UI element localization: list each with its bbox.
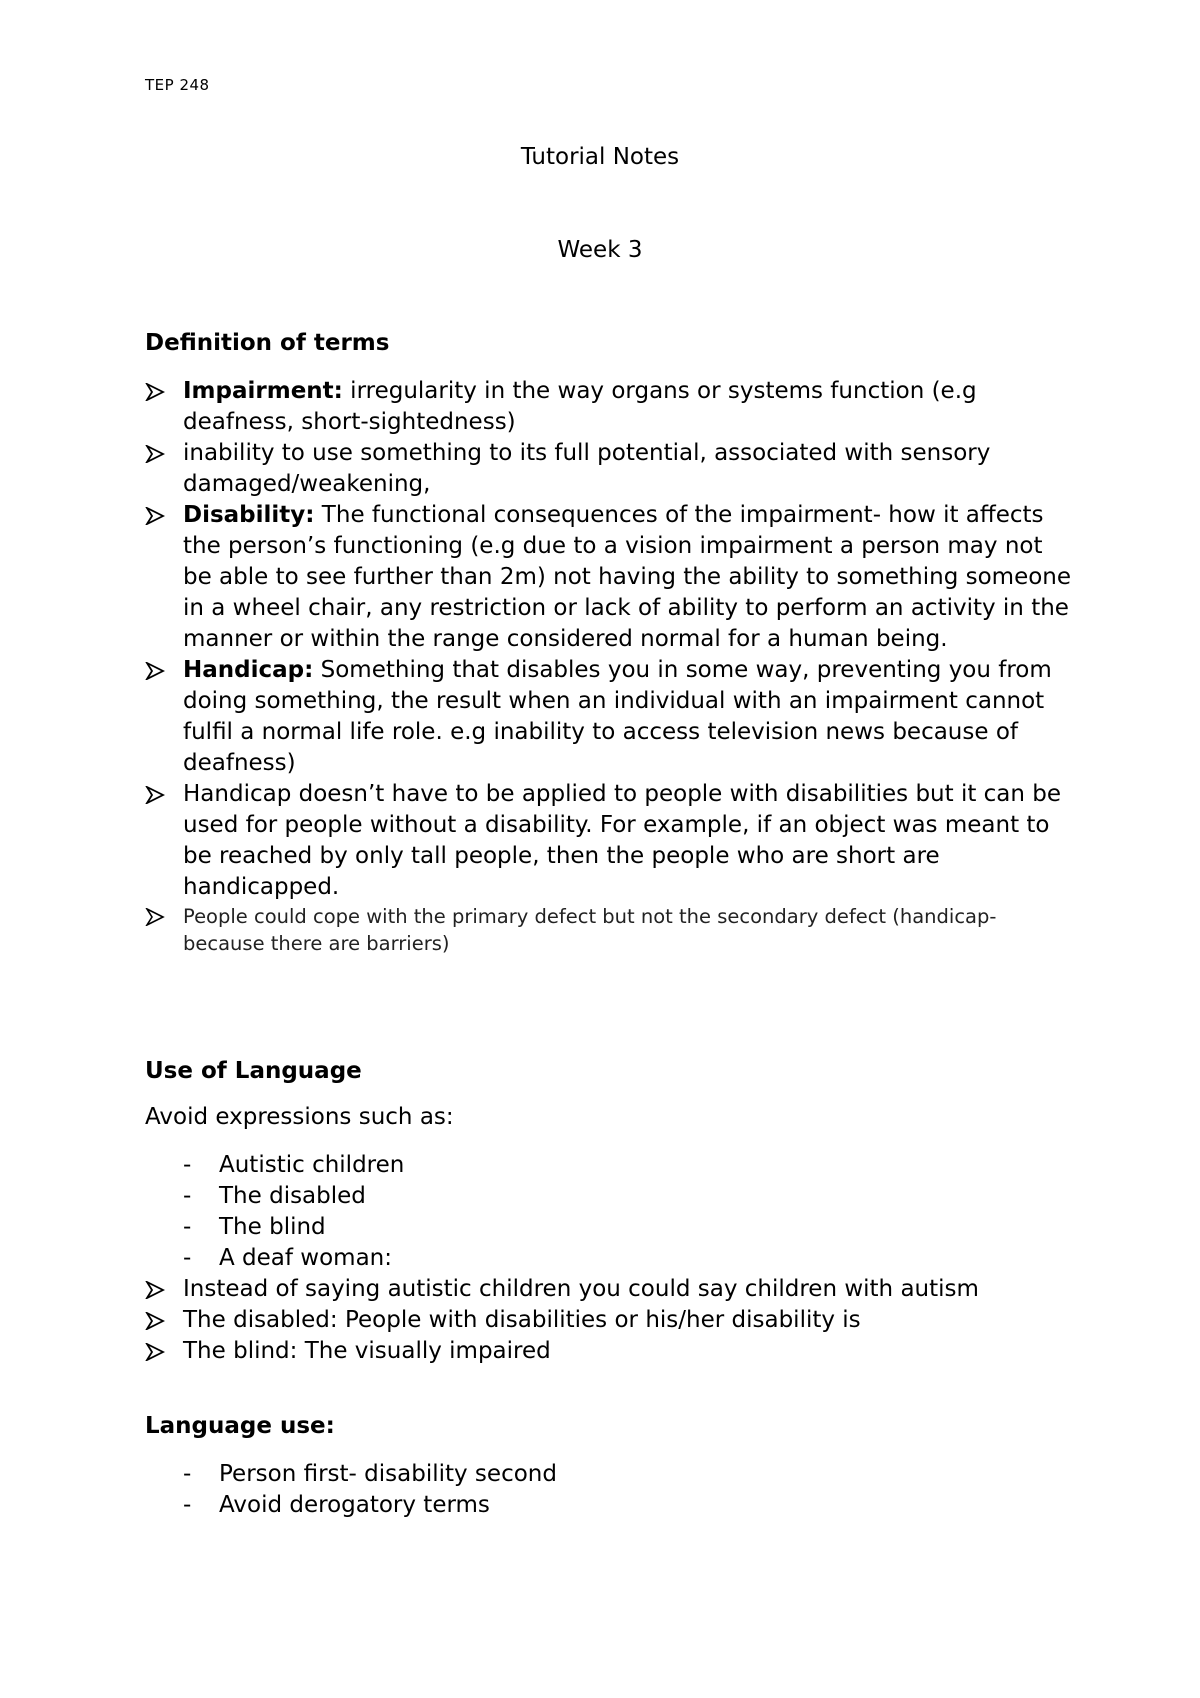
term-label: Disability:: [183, 502, 315, 528]
dash-bullet-icon: -: [183, 1245, 192, 1271]
arrow-bullet-icon: [145, 1281, 165, 1299]
list-item: [145, 1274, 1075, 1305]
dash-bullet-icon: -: [183, 1152, 192, 1178]
list-item-text: People could cope with the primary defect but not the secondary defect (handicap- because there are barriers): [183, 905, 997, 955]
section-heading-language-use: Language use:: [145, 1413, 335, 1439]
list-item: [145, 500, 1075, 655]
list-item: [145, 655, 1075, 779]
arrow-bullet-icon: [145, 1312, 165, 1330]
document-title: Tutorial Notes: [520, 144, 680, 170]
list-item: [183, 1490, 983, 1521]
avoid-expressions-list: [183, 1150, 983, 1274]
list-item: [183, 1181, 983, 1212]
course-code: TEP 248: [145, 76, 210, 94]
section-heading-definition-of-terms: Definition of terms: [145, 330, 390, 356]
list-item-text: A deaf woman:: [219, 1245, 393, 1271]
dash-bullet-icon: -: [183, 1214, 192, 1240]
arrow-bullet-icon: [145, 507, 165, 525]
list-item: [145, 903, 1075, 957]
alternatives-list: [145, 1274, 1075, 1367]
list-item: [183, 1150, 983, 1181]
list-item-text: Avoid derogatory terms: [219, 1492, 490, 1518]
arrow-bullet-icon: [145, 445, 165, 463]
section-heading-use-of-language: Use of Language: [145, 1058, 362, 1084]
arrow-bullet-icon: [145, 786, 165, 804]
list-item: [145, 1336, 1075, 1367]
list-item-text: The disabled: People with disabilities or his/her disability is: [183, 1307, 861, 1333]
list-item: [145, 376, 1075, 438]
term-label: Handicap:: [183, 657, 314, 683]
list-item-text: Autistic children: [219, 1152, 405, 1178]
language-use-list: [183, 1459, 983, 1521]
list-item-text: Person first- disability second: [219, 1461, 557, 1487]
list-item: [145, 1305, 1075, 1336]
dash-bullet-icon: -: [183, 1492, 192, 1518]
arrow-bullet-icon: [145, 1343, 165, 1361]
list-item-text: inability to use something to its full potential, associated with sensory damaged/weakening,: [183, 440, 991, 497]
list-item-text: The blind: [219, 1214, 326, 1240]
list-item: [183, 1459, 983, 1490]
week-label: Week 3: [557, 237, 643, 263]
section-intro: Avoid expressions such as:: [145, 1104, 454, 1130]
term-definition: irregularity in the way organs or systems function (e.g deafness, short-sightedness): [183, 378, 977, 435]
list-item-text: Handicap doesn’t have to be applied to people with disabilities but it can be used for people without a disability. For example, if an object was meant to be reached by only tall people, then the people who are short are handicapped.: [183, 781, 1062, 900]
term-definition: The functional consequences of the impairment- how it affects the person’s functioning (e.g due to a vision impairment a person may not be able to see further than 2m) not having the ability to something someone in a wheel chair, any restriction or lack of ability to perform an activity in the manner or within the range considered normal for a human being.: [183, 502, 1072, 652]
arrow-bullet-icon: [145, 383, 165, 401]
arrow-bullet-icon: [145, 908, 165, 926]
list-item: [183, 1212, 983, 1243]
term-label: Impairment:: [183, 378, 343, 404]
list-item-text: The blind: The visually impaired: [183, 1338, 551, 1364]
list-item: [145, 438, 1075, 500]
arrow-bullet-icon: [145, 662, 165, 680]
list-item-text: Instead of saying autistic children you could say children with autism: [183, 1276, 979, 1302]
term-definition: Something that disables you in some way, preventing you from doing something, the result when an individual with an impairment cannot fulfil a normal life role. e.g inability to access television news because of deafness): [183, 657, 1052, 776]
list-item-text: The disabled: [219, 1183, 366, 1209]
list-item: [145, 779, 1075, 903]
dash-bullet-icon: -: [183, 1461, 192, 1487]
dash-bullet-icon: -: [183, 1183, 192, 1209]
definition-list: [145, 376, 1075, 957]
list-item: [183, 1243, 983, 1274]
